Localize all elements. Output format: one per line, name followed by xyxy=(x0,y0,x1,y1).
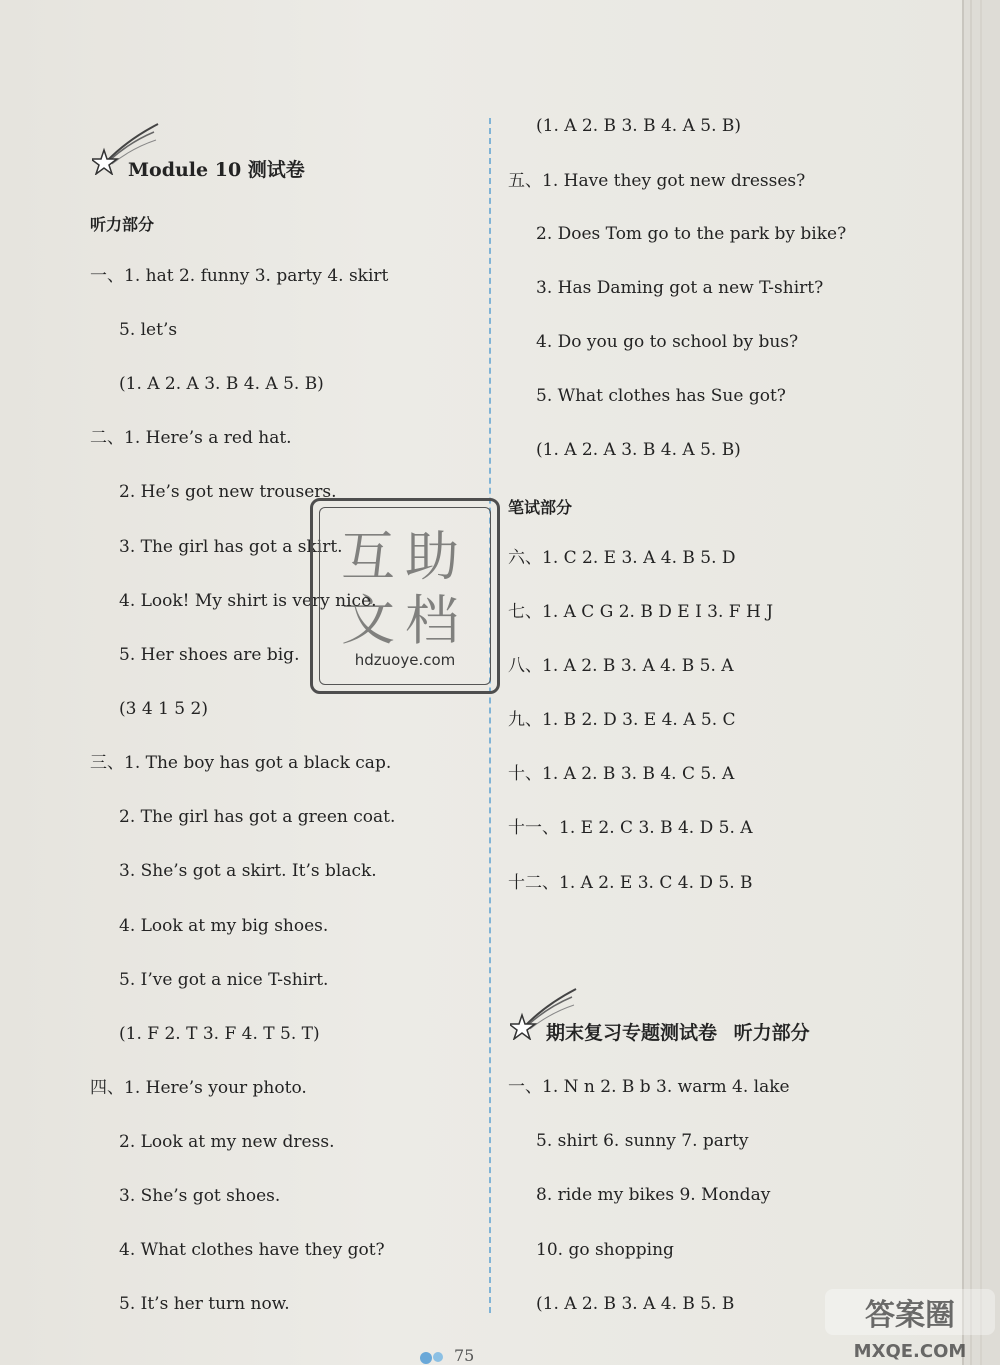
answer-line: 5. I’ve got a nice T-shirt. xyxy=(119,970,329,990)
answer-line: 2. Look at my new dress. xyxy=(119,1132,335,1152)
corner-logo xyxy=(815,1285,1000,1365)
answer-line: (1. F 2. T 3. F 4. T 5. T) xyxy=(119,1024,320,1044)
page-edge xyxy=(970,0,972,1365)
answer-line: 5. let’s xyxy=(119,320,178,340)
page-number: 75 xyxy=(454,1346,475,1365)
stamp-chars-top: 互助 xyxy=(341,525,469,588)
answer-line: 2. He’s got new trousers. xyxy=(119,482,337,502)
answer-line: (1. A 2. B 3. A 4. B 5. B xyxy=(536,1294,735,1314)
answer-line: 5. It’s her turn now. xyxy=(119,1294,290,1314)
corner-logo-text: 答案圈 xyxy=(865,1298,955,1333)
module-title-en: Module 10 xyxy=(128,159,242,181)
answer-line: 3. She’s got a skirt. It’s black. xyxy=(119,861,377,881)
answer-line: 3. Has Daming got a new T-shirt? xyxy=(536,278,824,298)
answer-line: 3. The girl has got a skirt. xyxy=(119,537,343,557)
final-review-title xyxy=(546,1018,810,1045)
answer-line: 九、1. B 2. D 3. E 4. A 5. C xyxy=(508,710,736,730)
stamp-url: hdzuoye.com xyxy=(354,651,456,669)
answer-line: 三、1. The boy has got a black cap. xyxy=(90,753,392,773)
answer-line: 二、1. Here’s a red hat. xyxy=(90,428,292,448)
answer-line: 一、1. hat 2. funny 3. party 4. skirt xyxy=(90,266,389,286)
answer-line: 3. She’s got shoes. xyxy=(119,1186,281,1206)
answer-line: 8. ride my bikes 9. Monday xyxy=(536,1185,771,1205)
module-title xyxy=(128,155,305,182)
final-review-title-section: 听力部分 xyxy=(733,1022,810,1044)
answer-line: 十一、1. E 2. C 3. B 4. D 5. A xyxy=(508,818,753,838)
answer-line: 2. The girl has got a green coat. xyxy=(119,807,396,827)
answer-line: 4. Look! My shirt is very nice. xyxy=(119,591,377,611)
watermark-stamp xyxy=(310,498,500,694)
stamp-characters xyxy=(313,525,497,653)
answer-line: 十、1. A 2. B 3. B 4. C 5. A xyxy=(508,764,735,784)
answer-line: 4. What clothes have they got? xyxy=(119,1240,385,1260)
page-number-decoration-icon xyxy=(418,1348,450,1365)
answer-line: 5. Her shoes are big. xyxy=(119,645,300,665)
answer-line: 4. Look at my big shoes. xyxy=(119,916,329,936)
answer-line: 2. Does Tom go to the park by bike? xyxy=(536,224,847,244)
page-edge xyxy=(962,0,964,1365)
answer-line: 10. go shopping xyxy=(536,1240,674,1260)
answer-line: 4. Do you go to school by bus? xyxy=(536,332,799,352)
stamp-chars-bottom: 文档 xyxy=(341,589,469,652)
answer-line: 七、1. A C G 2. B D E I 3. F H J xyxy=(508,602,774,622)
final-review-title-cn: 期末复习专题测试卷 xyxy=(546,1022,718,1044)
page-edge xyxy=(980,0,982,1365)
answer-line: 一、1. N n 2. B b 3. warm 4. lake xyxy=(508,1077,790,1097)
section-heading-listening: 听力部分 xyxy=(90,215,155,234)
answer-line: (1. A 2. A 3. B 4. A 5. B) xyxy=(119,374,324,394)
answer-line: (1. A 2. B 3. B 4. A 5. B) xyxy=(536,116,742,136)
answer-line: 五、1. Have they got new dresses? xyxy=(508,171,806,191)
answer-line: 十二、1. A 2. E 3. C 4. D 5. B xyxy=(508,873,753,893)
answer-line: (3 4 1 5 2) xyxy=(119,699,208,719)
answer-line: 四、1. Here’s your photo. xyxy=(90,1078,307,1098)
section-heading-written: 笔试部分 xyxy=(508,498,573,517)
answer-line: 八、1. A 2. B 3. A 4. B 5. A xyxy=(508,656,734,676)
module-title-cn: 测试卷 xyxy=(247,159,305,181)
answer-line: (1. A 2. A 3. B 4. A 5. B) xyxy=(536,440,741,460)
column-divider xyxy=(489,118,491,1313)
answer-line: 六、1. C 2. E 3. A 4. B 5. D xyxy=(508,548,736,568)
answer-line: 5. shirt 6. sunny 7. party xyxy=(536,1131,749,1151)
answer-line: 5. What clothes has Sue got? xyxy=(536,386,786,406)
corner-logo-url: MXQE.COM xyxy=(853,1341,967,1362)
